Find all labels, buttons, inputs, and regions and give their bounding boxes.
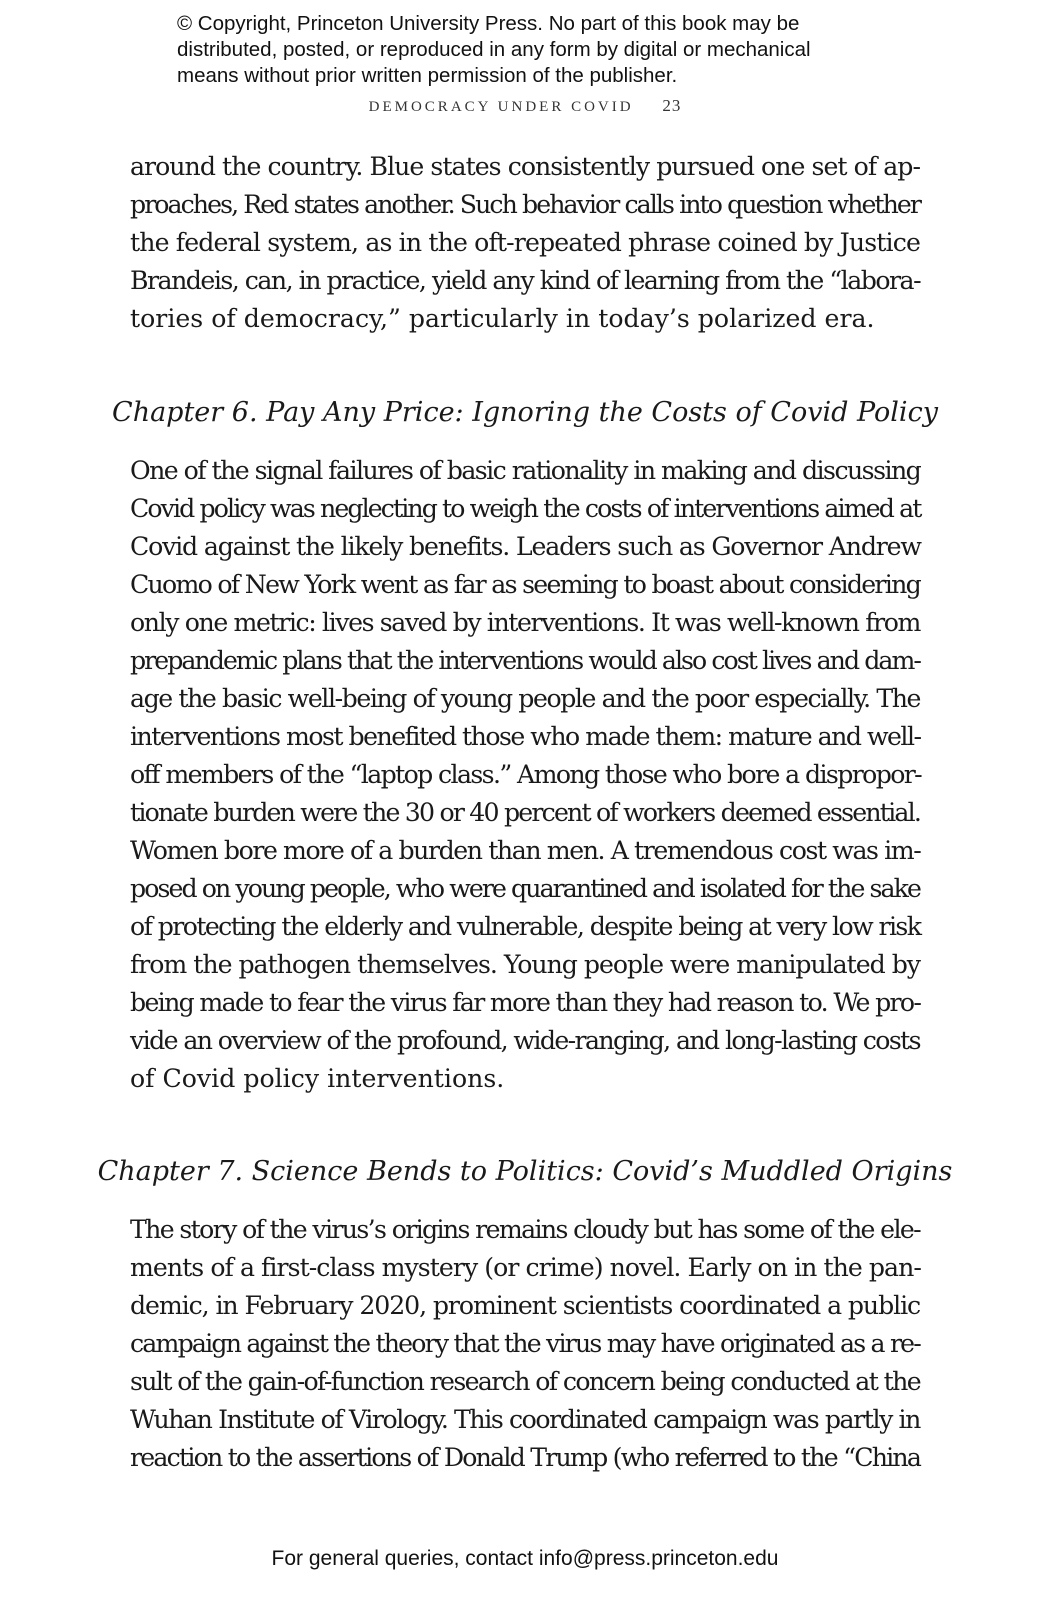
text-line: age the basic well-being of young people and the poor especially. The [130, 684, 920, 713]
text-line: being made to fear the virus far more than they had reason to. We pro- [130, 988, 921, 1017]
running-head-title: DEMOCRACY UNDER COVID [368, 99, 634, 115]
chapter-6-paragraph [130, 452, 920, 1098]
text-line: ments of a first-class mystery (or crime) novel. Early on in the pan- [130, 1253, 921, 1282]
text-line: prepandemic plans that the interventions would also cost lives and dam- [130, 646, 920, 675]
text-line: The story of the virus’s origins remains cloudy but has some of the ele- [130, 1215, 920, 1244]
text-line: Brandeis, can, in practice, yield any kind of learning from the “labora- [130, 266, 921, 295]
chapter-7-heading: Chapter 7. Science Bends to Politics: Covid’s Muddled Origins [97, 1156, 953, 1187]
text-line: the federal system, as in the oft-repeated phrase coined by Justice [130, 228, 921, 257]
text-line: of Covid policy interventions. [130, 1064, 505, 1093]
chapter-6-heading: Chapter 6. Pay Any Price: Ignoring the Costs of Covid Policy [112, 397, 938, 428]
text-line: proaches, Red states another. Such behavior calls into question whether [130, 190, 920, 219]
text-line: campaign against the theory that the virus may have originated as a re- [130, 1329, 920, 1358]
text-line: off members of the “laptop class.” Among those who bore a dispropor- [130, 760, 922, 789]
text-line: Covid against the likely benefits. Leaders such as Governor Andrew [130, 532, 921, 561]
text-line: only one metric: lives saved by interventions. It was well-known from [130, 608, 921, 637]
copyright-line: distributed, posted, or reproduced in any form by digital or mechanical [177, 38, 811, 61]
paragraph-continued [130, 148, 920, 338]
copyright-line: means without prior written permission of the publisher. [177, 64, 678, 87]
text-line: Covid policy was neglecting to weigh the costs of interventions aimed at [130, 494, 921, 523]
text-line: of protecting the elderly and vulnerable, despite being at very low risk [130, 912, 921, 941]
text-line: tionate burden were the 30 or 40 percent of workers deemed essential. [130, 798, 921, 827]
text-line: sult of the gain-of-function research of concern being conducted at the [130, 1367, 920, 1396]
text-line: Cuomo of New York went as far as seeming to boast about considering [130, 570, 921, 599]
copyright-line: © Copyright, Princeton University Press. No part of this book may be [177, 12, 800, 35]
text-line: reaction to the assertions of Donald Trump (who referred to the “China [130, 1443, 921, 1472]
text-line: demic, in February 2020, prominent scientists coordinated a public [130, 1291, 921, 1320]
footer-contact: For general queries, contact info@press.princeton.edu [271, 1547, 779, 1570]
text-line: One of the signal failures of basic rationality in making and discussing [130, 456, 921, 485]
text-line: posed on young people, who were quarantined and isolated for the sake [130, 874, 920, 903]
text-line: from the pathogen themselves. Young people were manipulated by [130, 950, 920, 979]
text-line: around the country. Blue states consistently pursued one set of ap- [130, 152, 920, 181]
text-line: vide an overview of the profound, wide-ranging, and long-lasting costs [130, 1026, 920, 1055]
text-line: Wuhan Institute of Virology. This coordinated campaign was partly in [130, 1405, 920, 1434]
text-line: Women bore more of a burden than men. A tremendous cost was im- [130, 836, 921, 865]
chapter-7-paragraph [130, 1211, 920, 1477]
text-line: interventions most benefited those who made them: mature and well- [130, 722, 921, 751]
page-number: 23 [662, 96, 682, 115]
copyright-notice [177, 11, 897, 89]
text-line: tories of democracy,” particularly in today’s polarized era. [130, 304, 875, 333]
running-head [0, 96, 1050, 116]
